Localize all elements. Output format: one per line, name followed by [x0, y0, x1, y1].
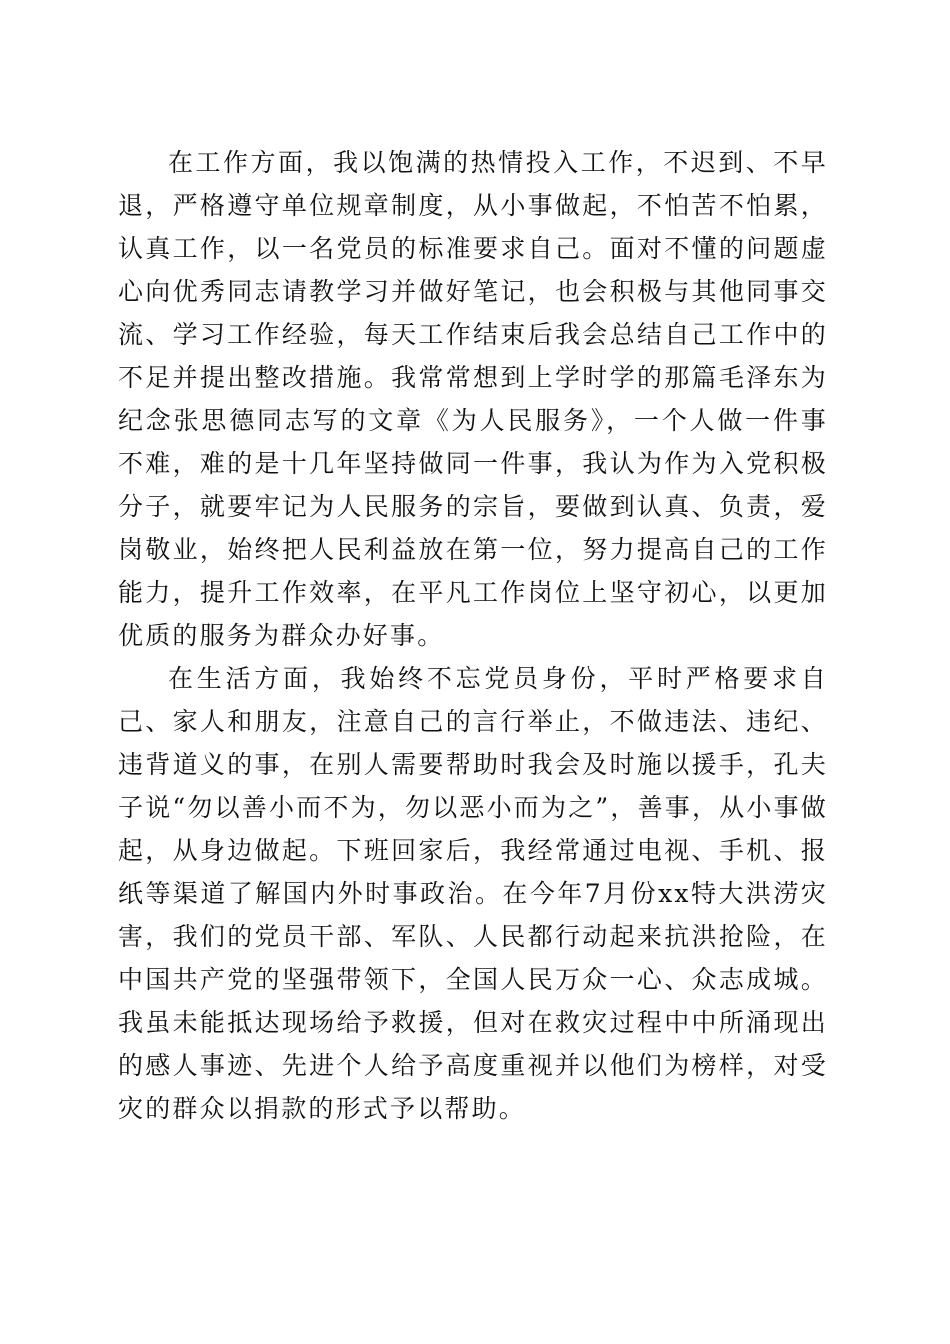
document-body	[118, 141, 828, 1130]
paragraph-work: 在工作方面，我以饱满的热情投入工作，不迟到、不早退，严格遵守单位规章制度，从小事做起，不怕苦不怕累，认真工作，以一名党员的标准要求自己。面对不懂的问题虚心向优秀同志请教学习并做好笔记，也会积极与其他同事交流、学习工作经验，每天工作结束后我会总结自己工作中的不足并提出整改措施。我常常想到上学时学的那篇毛泽东为纪念张思德同志写的文章《为人民服务》，一个人做一件事不难，难的是十几年坚持做同一件事，我认为作为入党积极分子，就要牢记为人民服务的宗旨，要做到认真、负责，爱岗敬业，始终把人民利益放在第一位，努力提高自己的工作能力，提升工作效率，在平凡工作岗位上坚守初心，以更加优质的服务为群众办好事。	[118, 148, 828, 650]
paragraph-life: 在生活方面，我始终不忘党员身份，平时严格要求自己、家人和朋友，注意自己的言行举止，不做违法、违纪、违背道义的事，在别人需要帮助时我会及时施以援手，孔夫子说“勿以善小而不为，勿以恶小而为之”，善事，从小事做起，从身边做起。下班回家后，我经常通过电视、手机、报纸等渠道了解国内外时事政治。在今年7月份xx特大洪涝灾害，我们的党员干部、军队、人民都行动起来抗洪抢险，在中国共产党的坚强带领下，全国人民万众一心、众志成城。我虽未能抵达现场给予救援，但对在救灾过程中中所涌现出的感人事迹、先进个人给予高度重视并以他们为榜样，对受灾的群众以捐款的形式予以帮助。	[118, 664, 828, 1123]
